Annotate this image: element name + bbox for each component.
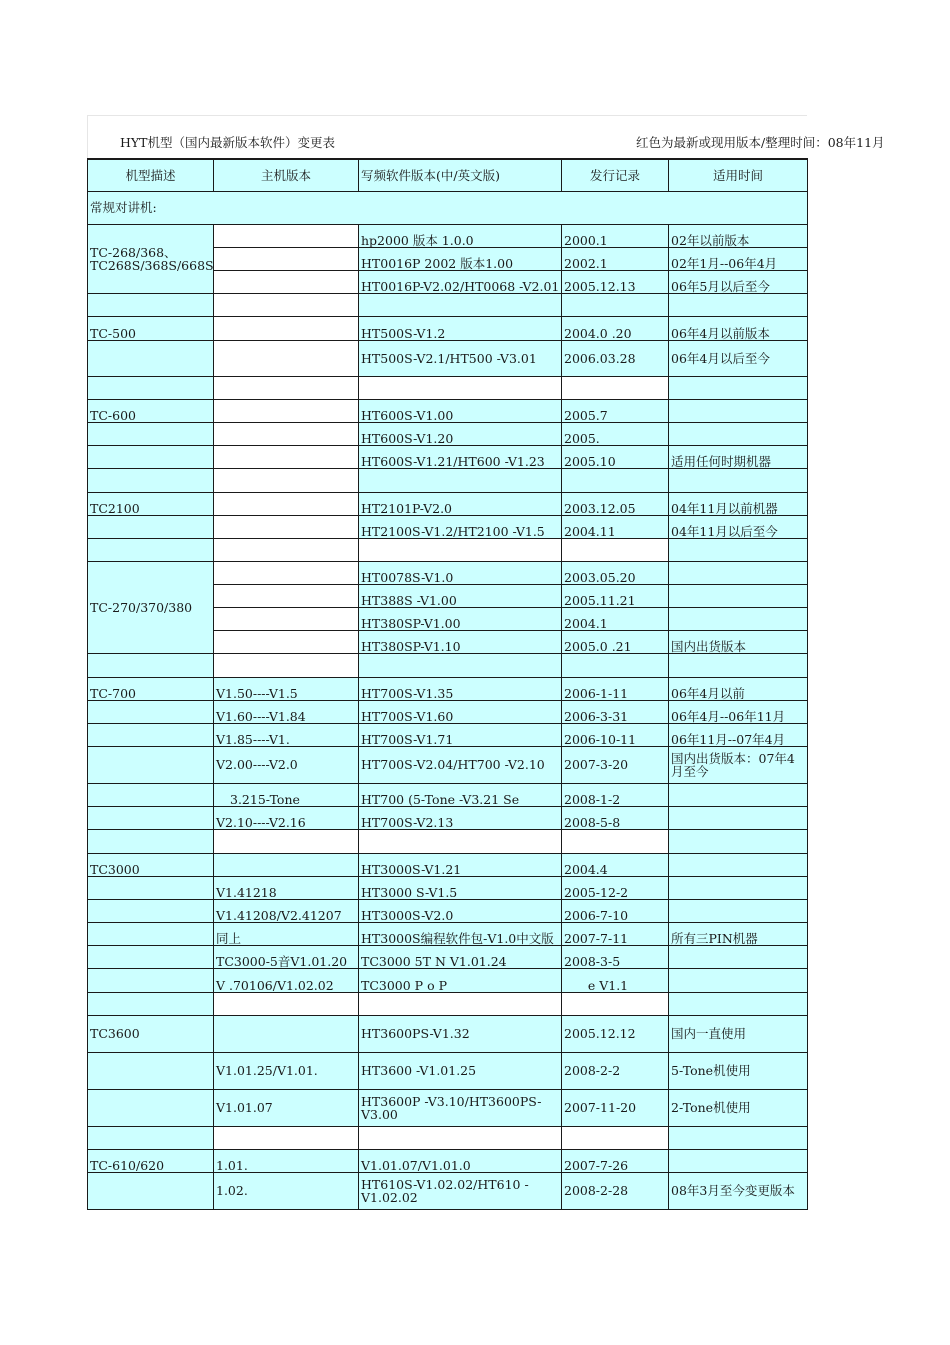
host-cell: V1.50----V1.5 xyxy=(214,677,359,700)
software-cell: HT380SP-V1.10 xyxy=(359,630,562,653)
host-cell: TC3000-5音V1.01.20 xyxy=(214,945,359,968)
table-row xyxy=(88,445,808,468)
table-row xyxy=(88,853,808,876)
date-cell: 2007-11-20 xyxy=(562,1089,669,1126)
software-cell: HT3000S编程软件包-V1.0中文版 xyxy=(359,922,562,945)
period-cell xyxy=(669,806,808,829)
software-cell: hp2000 版本 1.0.0 xyxy=(359,224,562,247)
version-table xyxy=(87,158,808,1210)
software-cell: HT3000S-V1.21 xyxy=(359,853,562,876)
date-cell: 2004.0 .20 xyxy=(562,316,669,340)
software-cell: HT600S-V1.21/HT600 -V1.23 xyxy=(359,445,562,468)
host-cell xyxy=(214,340,359,376)
period-cell xyxy=(669,584,808,607)
software-cell: HT388S -V1.00 xyxy=(359,584,562,607)
spacer-row xyxy=(88,829,808,853)
table-row xyxy=(88,224,808,247)
period-cell: 06年5月以后至今 xyxy=(669,270,808,293)
date-cell: 2005.7 xyxy=(562,399,669,422)
host-cell xyxy=(214,561,359,584)
col-date: 发行记录 xyxy=(562,159,669,191)
period-cell: 5-Tone机使用 xyxy=(669,1052,808,1089)
host-cell: V1.41208/V2.41207 xyxy=(214,899,359,922)
period-cell xyxy=(669,561,808,584)
period-cell xyxy=(669,1149,808,1172)
sheet-title: HYT机型（国内最新版本软件）变更表 xyxy=(120,135,335,150)
table-row xyxy=(88,1149,808,1172)
spacer-row xyxy=(88,468,808,492)
table-row xyxy=(88,515,808,538)
spacer-row xyxy=(88,376,808,399)
table-row xyxy=(88,1015,808,1052)
date-cell: 2004.11 xyxy=(562,515,669,538)
date-cell: 2006-1-11 xyxy=(562,677,669,700)
date-cell: 2008-1-2 xyxy=(562,783,669,806)
software-cell: HT0078S-V1.0 xyxy=(359,561,562,584)
host-cell: V1.01.25/V1.01. xyxy=(214,1052,359,1089)
host-cell xyxy=(214,445,359,468)
period-cell: 04年11月以后至今 xyxy=(669,515,808,538)
col-software: 写频软件版本(中/英文版) xyxy=(359,159,562,191)
spacer-row xyxy=(88,293,808,316)
date-cell: 2005.12.13 xyxy=(562,270,669,293)
host-cell xyxy=(214,630,359,653)
host-cell: 1.01. xyxy=(214,1149,359,1172)
host-cell xyxy=(214,492,359,515)
table-row xyxy=(88,922,808,945)
date-cell: 2007-7-26 xyxy=(562,1149,669,1172)
model-cell: TC3000 xyxy=(88,853,214,876)
model-cell: TC-268/368、TC268S/368S/668S xyxy=(88,224,214,293)
model-cell: TC-600 xyxy=(88,399,214,422)
date-cell: 2005.10 xyxy=(562,445,669,468)
period-cell: 06年4月以前版本 xyxy=(669,316,808,340)
col-period: 适用时间 xyxy=(669,159,808,191)
table-row xyxy=(88,340,808,376)
date-cell: 2005.0 .21 xyxy=(562,630,669,653)
software-cell: HT3000S-V2.0 xyxy=(359,899,562,922)
date-cell: 2003.12.05 xyxy=(562,492,669,515)
model-cell: TC-270/370/380 xyxy=(88,561,214,653)
period-cell: 06年4月以后至今 xyxy=(669,340,808,376)
software-cell: HT700S-V2.04/HT700 -V2.10 xyxy=(359,746,562,783)
table-row xyxy=(88,806,808,829)
software-cell: HT380SP-V1.00 xyxy=(359,607,562,630)
date-cell: 2005.12.12 xyxy=(562,1015,669,1052)
software-cell: V1.01.07/V1.01.0 xyxy=(359,1149,562,1172)
model-cell: TC2100 xyxy=(88,492,214,515)
version-sheet xyxy=(87,115,885,1210)
date-cell: 2005.11.21 xyxy=(562,584,669,607)
software-cell: HT700 (5-Tone -V3.21 Se xyxy=(359,783,562,806)
date-cell: e V1.1 xyxy=(562,968,669,992)
period-cell: 国内出货版本 xyxy=(669,630,808,653)
table-row xyxy=(88,561,808,584)
date-cell: 2006-10-11 xyxy=(562,723,669,746)
software-cell: HT0016P-V2.02/HT0068 -V2.01 xyxy=(359,270,562,293)
spacer-row xyxy=(88,653,808,677)
table-row xyxy=(88,492,808,515)
host-cell: 同上 xyxy=(214,922,359,945)
date-cell: 2005-12-2 xyxy=(562,876,669,899)
table-row xyxy=(88,899,808,922)
date-cell: 2004.1 xyxy=(562,607,669,630)
table-row xyxy=(88,746,808,783)
period-cell: 06年11月--07年4月 xyxy=(669,723,808,746)
title-bar xyxy=(87,115,885,158)
date-cell: 2002.1 xyxy=(562,247,669,270)
host-cell: V2.10----V2.16 xyxy=(214,806,359,829)
date-cell: 2003.05.20 xyxy=(562,561,669,584)
period-cell xyxy=(669,853,808,876)
software-cell: HT700S-V2.13 xyxy=(359,806,562,829)
software-cell: HT3600P -V3.10/HT3600PS-V3.00 xyxy=(359,1089,562,1126)
host-cell: V1.41218 xyxy=(214,876,359,899)
date-cell: 2007-3-20 xyxy=(562,746,669,783)
table-row xyxy=(88,422,808,445)
software-cell: HT0016P 2002 版本1.00 xyxy=(359,247,562,270)
table-row xyxy=(88,876,808,899)
spacer-row xyxy=(88,538,808,561)
host-cell: 1.02. xyxy=(214,1172,359,1209)
software-cell: HT600S-V1.20 xyxy=(359,422,562,445)
software-cell: HT610S-V1.02.02/HT610 -V1.02.02 xyxy=(359,1172,562,1209)
table-row xyxy=(88,968,808,992)
period-cell: 所有三PIN机器 xyxy=(669,922,808,945)
model-cell: TC-700 xyxy=(88,677,214,700)
period-cell xyxy=(669,899,808,922)
period-cell xyxy=(669,945,808,968)
host-cell xyxy=(214,422,359,445)
model-cell: TC-500 xyxy=(88,316,214,340)
date-cell: 2005. xyxy=(562,422,669,445)
table-row xyxy=(88,700,808,723)
date-cell: 2000.1 xyxy=(562,224,669,247)
period-cell: 06年4月以前 xyxy=(669,677,808,700)
host-cell: V1.60----V1.84 xyxy=(214,700,359,723)
date-cell: 2007-7-11 xyxy=(562,922,669,945)
model-cell: TC-610/620 xyxy=(88,1149,214,1172)
host-cell: V1.85----V1. xyxy=(214,723,359,746)
software-cell: HT700S-V1.60 xyxy=(359,700,562,723)
table-row xyxy=(88,723,808,746)
host-cell xyxy=(214,584,359,607)
software-cell: HT700S-V1.35 xyxy=(359,677,562,700)
table-row xyxy=(88,1089,808,1126)
period-cell xyxy=(669,422,808,445)
period-cell xyxy=(669,783,808,806)
host-cell xyxy=(214,607,359,630)
sheet-note: 红色为最新或现用版本/整理时间：08年11月 xyxy=(636,135,885,150)
period-cell: 国内出货版本：07年4月至今 xyxy=(669,746,808,783)
host-cell: V .70106/V1.02.02 xyxy=(214,968,359,992)
host-cell xyxy=(214,316,359,340)
software-cell: TC3000 P o P xyxy=(359,968,562,992)
spacer-row xyxy=(88,1126,808,1149)
table-row xyxy=(88,677,808,700)
period-cell: 06年4月--06年11月 xyxy=(669,700,808,723)
table-row xyxy=(88,1172,808,1209)
host-cell: 3.215-Tone xyxy=(214,783,359,806)
period-cell: 国内一直使用 xyxy=(669,1015,808,1052)
software-cell: HT500S-V1.2 xyxy=(359,316,562,340)
period-cell: 04年11月以前机器 xyxy=(669,492,808,515)
period-cell xyxy=(669,968,808,992)
date-cell: 2008-5-8 xyxy=(562,806,669,829)
software-cell: HT600S-V1.00 xyxy=(359,399,562,422)
period-cell xyxy=(669,399,808,422)
date-cell: 2006-7-10 xyxy=(562,899,669,922)
period-cell xyxy=(669,876,808,899)
table-row xyxy=(88,399,808,422)
host-cell xyxy=(214,1015,359,1052)
software-cell: HT3600 -V1.01.25 xyxy=(359,1052,562,1089)
period-cell xyxy=(669,607,808,630)
host-cell xyxy=(214,270,359,293)
period-cell: 08年3月至今变更版本 xyxy=(669,1172,808,1209)
table-row xyxy=(88,1052,808,1089)
host-cell xyxy=(214,515,359,538)
host-cell: V2.00----V2.0 xyxy=(214,746,359,783)
period-cell: 02年以前版本 xyxy=(669,224,808,247)
software-cell: HT700S-V1.71 xyxy=(359,723,562,746)
host-cell xyxy=(214,247,359,270)
date-cell: 2008-2-28 xyxy=(562,1172,669,1209)
date-cell: 2008-3-5 xyxy=(562,945,669,968)
table-row xyxy=(88,783,808,806)
header-row xyxy=(88,159,808,191)
software-cell: HT3600PS-V1.32 xyxy=(359,1015,562,1052)
col-host: 主机版本 xyxy=(214,159,359,191)
date-cell: 2004.4 xyxy=(562,853,669,876)
period-cell: 02年1月--06年4月 xyxy=(669,247,808,270)
spacer-row xyxy=(88,992,808,1015)
col-model: 机型描述 xyxy=(88,159,214,191)
date-cell: 2008-2-2 xyxy=(562,1052,669,1089)
host-cell xyxy=(214,224,359,247)
software-cell: HT3000 S-V1.5 xyxy=(359,876,562,899)
model-cell: TC3600 xyxy=(88,1015,214,1052)
host-cell xyxy=(214,853,359,876)
host-cell: V1.01.07 xyxy=(214,1089,359,1126)
date-cell: 2006.03.28 xyxy=(562,340,669,376)
software-cell: HT500S-V2.1/HT500 -V3.01 xyxy=(359,340,562,376)
software-cell: HT2100S-V1.2/HT2100 -V1.5 xyxy=(359,515,562,538)
section-label: 常规对讲机: xyxy=(88,191,808,224)
software-cell: TC3000 5T N V1.01.24 xyxy=(359,945,562,968)
date-cell: 2006-3-31 xyxy=(562,700,669,723)
section-row xyxy=(88,191,808,224)
period-cell: 适用任何时期机器 xyxy=(669,445,808,468)
host-cell xyxy=(214,399,359,422)
period-cell: 2-Tone机使用 xyxy=(669,1089,808,1126)
table-row xyxy=(88,316,808,340)
table-row xyxy=(88,945,808,968)
software-cell: HT2101P-V2.0 xyxy=(359,492,562,515)
